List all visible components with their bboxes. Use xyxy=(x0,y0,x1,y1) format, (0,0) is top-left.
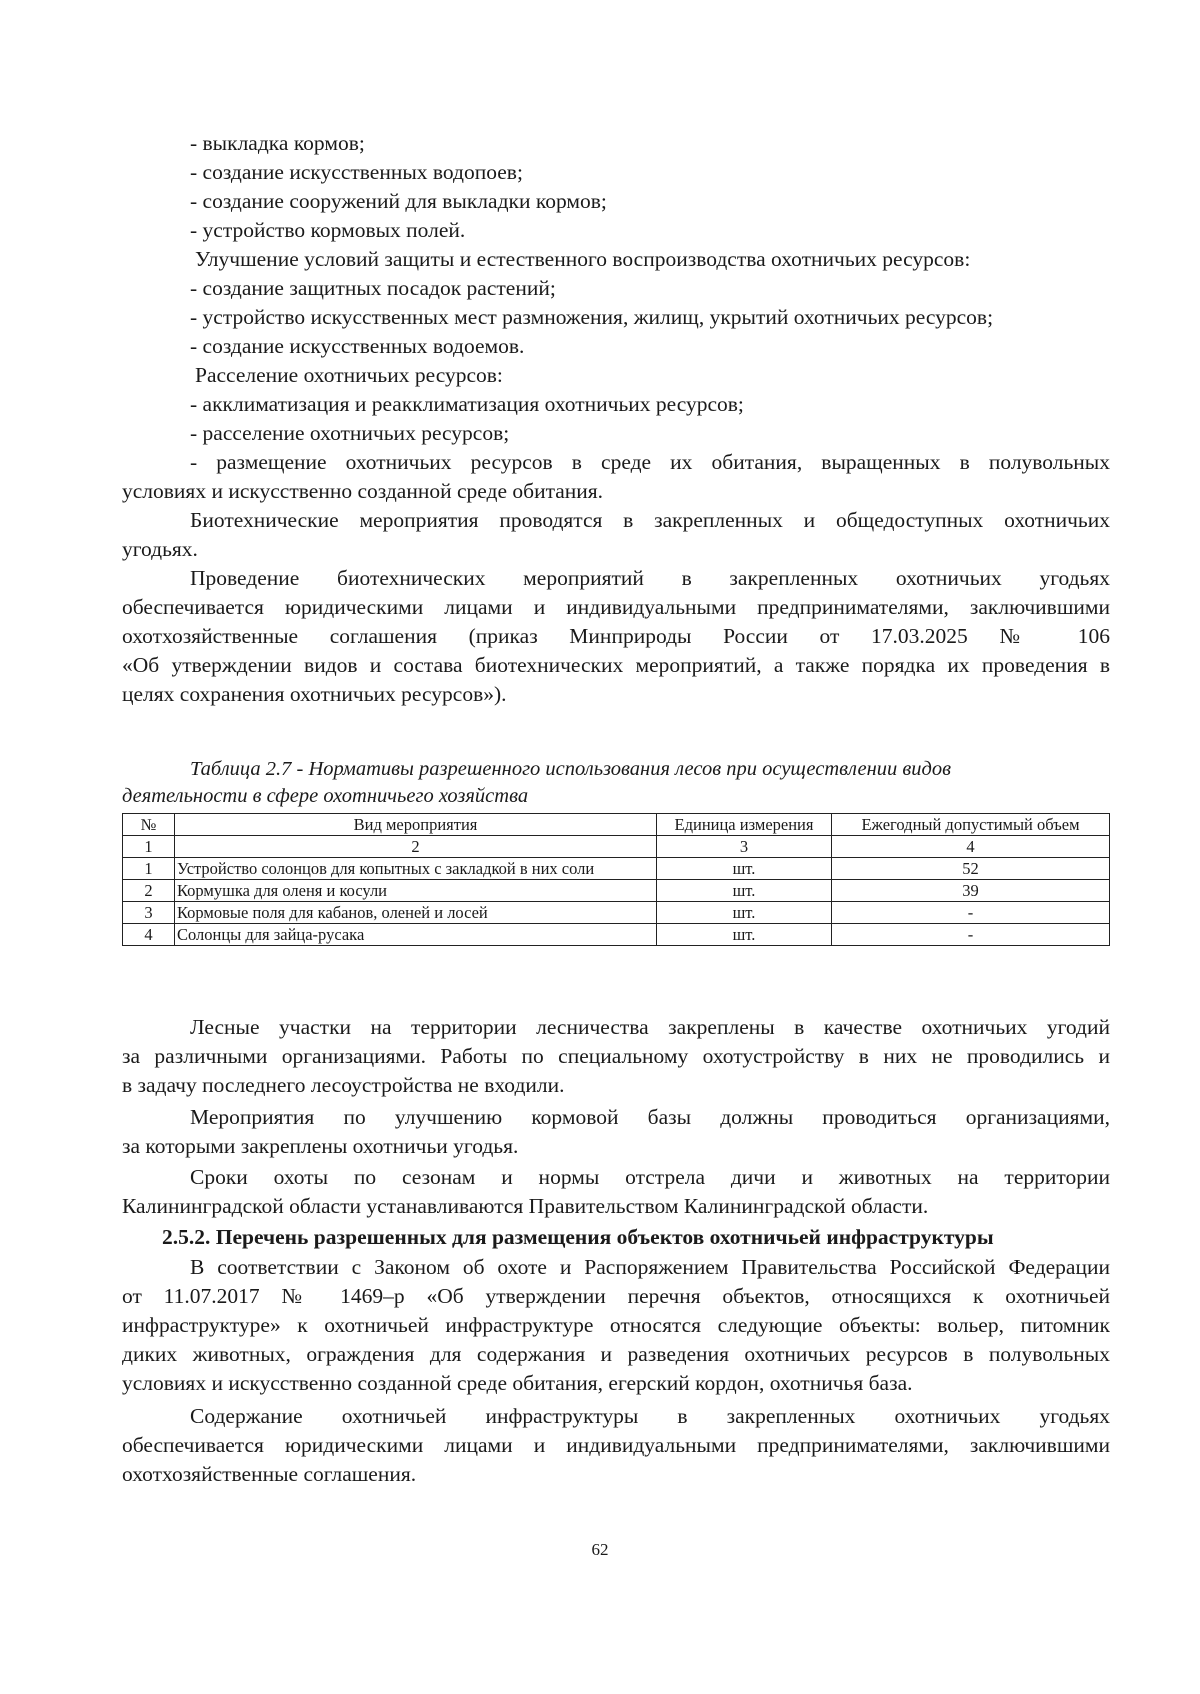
row-unit: шт. xyxy=(657,880,832,902)
paragraph-line: обеспечивается юридическими лицами и индивидуальными предпринимателями, заключившими xyxy=(122,595,1110,619)
row-number: 1 xyxy=(123,858,175,880)
paragraph-line: Биотехнические мероприятия проводятся в закрепленных и общедоступных охотничьих xyxy=(190,508,1110,532)
paragraph-line: Калининградской области устанавливаются Правительством Калининградской области. xyxy=(122,1194,929,1218)
paragraph-line: Содержание охотничьей инфраструктуры в закрепленных охотничьих угодьях xyxy=(190,1404,1110,1428)
row-activity: Солонцы для зайца-русака xyxy=(175,924,657,946)
subsection-label: Улучшение условий защиты и естественного воспроизводства охотничьих ресурсов: xyxy=(195,247,971,271)
paragraph-line: условиях и искусственно созданной среде обитания. xyxy=(122,479,604,503)
paragraph-line: Сроки охоты по сезонам и нормы отстрела дичи и животных на территории xyxy=(190,1165,1110,1189)
col-number: 4 xyxy=(832,836,1110,858)
col-header-unit: Единица измерения xyxy=(657,814,832,836)
col-number: 2 xyxy=(175,836,657,858)
row-volume: 39 xyxy=(832,880,1110,902)
col-header-activity: Вид мероприятия xyxy=(175,814,657,836)
paragraph-line: Проведение биотехнических мероприятий в закрепленных охотничьих угодьях xyxy=(190,566,1110,590)
section-heading: 2.5.2. Перечень разрешенных для размещения объектов охотничьей инфраструктуры xyxy=(162,1225,994,1249)
norms-table xyxy=(122,813,1110,946)
paragraph-line: Лесные участки на территории лесничества закреплены в качестве охотничьих угодий xyxy=(190,1015,1110,1039)
col-number: 1 xyxy=(123,836,175,858)
paragraph-line: в задачу последнего лесоустройства не входили. xyxy=(122,1073,565,1097)
paragraph-line: обеспечивается юридическими лицами и индивидуальными предпринимателями, заключившими xyxy=(122,1433,1110,1457)
paragraph-line: Мероприятия по улучшению кормовой базы должны проводиться организациями, xyxy=(190,1105,1110,1129)
paragraph-line: диких животных, ограждения для содержания и разведения охотничьих ресурсов в полувольных xyxy=(122,1342,1110,1366)
paragraph-line: «Об утверждении видов и состава биотехнических мероприятий, а также порядка их проведения в xyxy=(122,653,1110,677)
row-unit: шт. xyxy=(657,858,832,880)
paragraph-line: - размещение охотничьих ресурсов в среде их обитания, выращенных в полувольных xyxy=(190,450,1110,474)
list-item: - создание сооружений для выкладки кормов; xyxy=(190,189,607,213)
list-item: - акклиматизация и реакклиматизация охотничьих ресурсов; xyxy=(190,392,744,416)
list-item: - устройство искусственных мест размножения, жилищ, укрытий охотничьих ресурсов; xyxy=(190,305,994,329)
page-number: 62 xyxy=(591,1540,609,1559)
list-item: - устройство кормовых полей. xyxy=(190,218,466,242)
subsection-label: Расселение охотничьих ресурсов: xyxy=(195,363,503,387)
paragraph-line: охотхозяйственные соглашения (приказ Минприроды России от 17.03.2025 № 106 xyxy=(122,624,1110,648)
row-number: 4 xyxy=(123,924,175,946)
table-row xyxy=(123,924,1110,946)
table-row xyxy=(123,902,1110,924)
list-item: - создание защитных посадок растений; xyxy=(190,276,556,300)
col-header-number: № xyxy=(123,814,175,836)
row-unit: шт. xyxy=(657,924,832,946)
row-volume: - xyxy=(832,924,1110,946)
row-volume: 52 xyxy=(832,858,1110,880)
row-number: 3 xyxy=(123,902,175,924)
paragraph-line: целях сохранения охотничьих ресурсов»). xyxy=(122,682,507,706)
list-item: - создание искусственных водопоев; xyxy=(190,160,523,184)
list-item: - выкладка кормов; xyxy=(190,131,365,155)
row-number: 2 xyxy=(123,880,175,902)
row-volume: - xyxy=(832,902,1110,924)
col-header-volume: Ежегодный допустимый объем xyxy=(832,814,1110,836)
table-caption: деятельности в сфере охотничьего хозяйства xyxy=(122,785,529,807)
paragraph-line: за различными организациями. Работы по специальному охотустройству в них не проводились и xyxy=(122,1044,1110,1068)
table-column-numbers-row xyxy=(123,836,1110,858)
list-item: - расселение охотничьих ресурсов; xyxy=(190,421,510,445)
table-caption: Таблица 2.7 - Нормативы разрешенного использования лесов при осуществлении видов xyxy=(190,758,952,780)
col-number: 3 xyxy=(657,836,832,858)
paragraph-line: инфраструктуре» к охотничьей инфраструктуре относятся следующие объекты: вольер, питомник xyxy=(122,1313,1110,1337)
paragraph-line: от 11.07.2017 № 1469–р «Об утверждении перечня объектов, относящихся к охотничьей xyxy=(122,1284,1110,1308)
table-row xyxy=(123,858,1110,880)
paragraph-line: охотхозяйственные соглашения. xyxy=(122,1462,417,1486)
paragraph-line: за которыми закреплены охотничьи угодья. xyxy=(122,1134,519,1158)
row-activity: Устройство солонцов для копытных с закладкой в них соли xyxy=(175,858,657,880)
row-activity: Кормушка для оленя и косули xyxy=(175,880,657,902)
paragraph-line: угодьях. xyxy=(122,537,198,561)
paragraph-line: В соответствии с Законом об охоте и Распоряжением Правительства Российской Федерации xyxy=(190,1255,1110,1279)
row-unit: шт. xyxy=(657,902,832,924)
table-header-row xyxy=(123,814,1110,836)
list-item: - создание искусственных водоемов. xyxy=(190,334,525,358)
paragraph-line: условиях и искусственно созданной среде обитания, егерский кордон, охотничья база. xyxy=(122,1371,913,1395)
table-row xyxy=(123,880,1110,902)
row-activity: Кормовые поля для кабанов, оленей и лосей xyxy=(175,902,657,924)
